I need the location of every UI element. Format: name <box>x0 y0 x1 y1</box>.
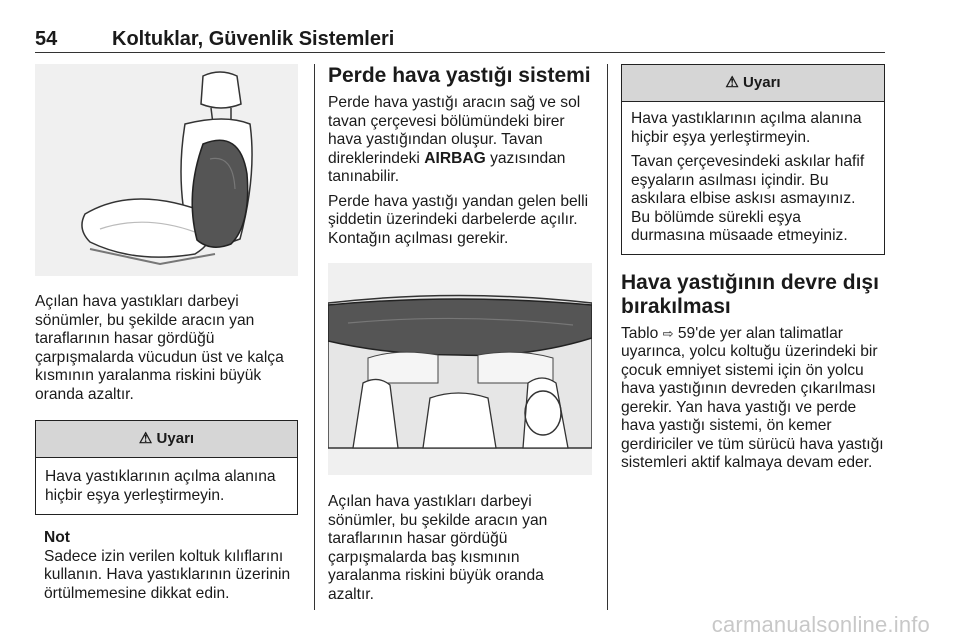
curtain-airbag-figure <box>328 263 592 475</box>
warning-icon: ⚠ <box>725 74 739 91</box>
figure-caption: Açılan hava yastıkları darbeyi sönümler, bu şekilde aracın yan taraflarının hasar gördüğü çarpışmalarda baş kısmının yaralanma riskini büyük oranda azaltır. <box>328 493 548 603</box>
watermark: carmanualsonline.info <box>711 612 930 637</box>
column-3 <box>621 64 885 473</box>
page-reference-icon: ⇨ <box>662 325 674 341</box>
column-divider <box>314 64 315 610</box>
warning-text: Hava yastıklarının açılma alanına hiçbir eşya yerleştirmeyin. <box>45 468 276 504</box>
note <box>35 529 298 603</box>
column-2 <box>328 64 592 604</box>
warning-title: Uyarı <box>743 74 781 91</box>
seat-airbag-illustration <box>35 64 298 276</box>
warning-icon: ⚠ <box>138 430 153 447</box>
warning-header <box>622 65 884 102</box>
curtain-airbag-illustration <box>328 263 592 475</box>
figure-caption: Açılan hava yastıkları darbeyi sönümler, bu şekilde aracın yan taraflarının hasar gördüğü çarpışmalarda vücudun üst ve kalça kısmının yaralanma riskini büyük oranda azaltır. <box>35 293 284 403</box>
note-title: Not <box>44 529 70 546</box>
paragraph: Tablo ⇨ 59'de yer alan talimatlar uyarınca, yolcu koltuğu üzerindeki bir çocuk emniyet sistemi için ön yolcu hava yastığının devreden çıkarılması gerekir. Yan hava yastığı ve perde hava yastığı sistemi, ön kemer gerdiriciler ve tüm sürücü hava yastığı sistemleri aktif kalmaya devam eder. <box>621 324 884 471</box>
column-divider <box>607 64 608 610</box>
warning-text: Tavan çerçevesindeki askılar hafif eşyaların asılması içindir. Bu askılara elbise askısı asmayınız. Bu bölümde sürekli eşya durmasına müsaade etmeyiniz. <box>631 153 865 244</box>
header-rule <box>35 52 885 53</box>
column-1 <box>35 64 298 603</box>
section-heading: Hava yastığının devre dışı bırakılması <box>621 270 879 318</box>
airbag-label: AIRBAG <box>424 149 486 167</box>
page-number: 54 <box>35 28 58 50</box>
warning-box <box>621 64 885 255</box>
paragraph: Perde hava yastığı yandan gelen belli şiddetin üzerindeki darbelerde açılır. Kontağın açılması gerekir. <box>328 192 589 247</box>
warning-text: Hava yastıklarının açılma alanına hiçbir eşya yerleştirmeyin. <box>631 110 862 146</box>
warning-title: Uyarı <box>156 430 195 447</box>
section-heading: Perde hava yastığı sistemi <box>328 64 591 87</box>
paragraph: Perde hava yastığı aracın sağ ve sol tavan çerçevesi bölümündeki birer hava yastığından oluşur. Tavan direklerindeki AIRBAG yazısından tanınabilir. <box>328 94 581 185</box>
seat-airbag-figure <box>35 64 298 276</box>
warning-header <box>36 421 297 458</box>
warning-box <box>35 420 298 515</box>
page-title: Koltuklar, Güvenlik Sistemleri <box>112 28 395 50</box>
note-text: Sadece izin verilen koltuk kılıflarını kullanın. Hava yastıklarının üzerinin örtülmemesine dikkat edin. <box>44 547 291 602</box>
